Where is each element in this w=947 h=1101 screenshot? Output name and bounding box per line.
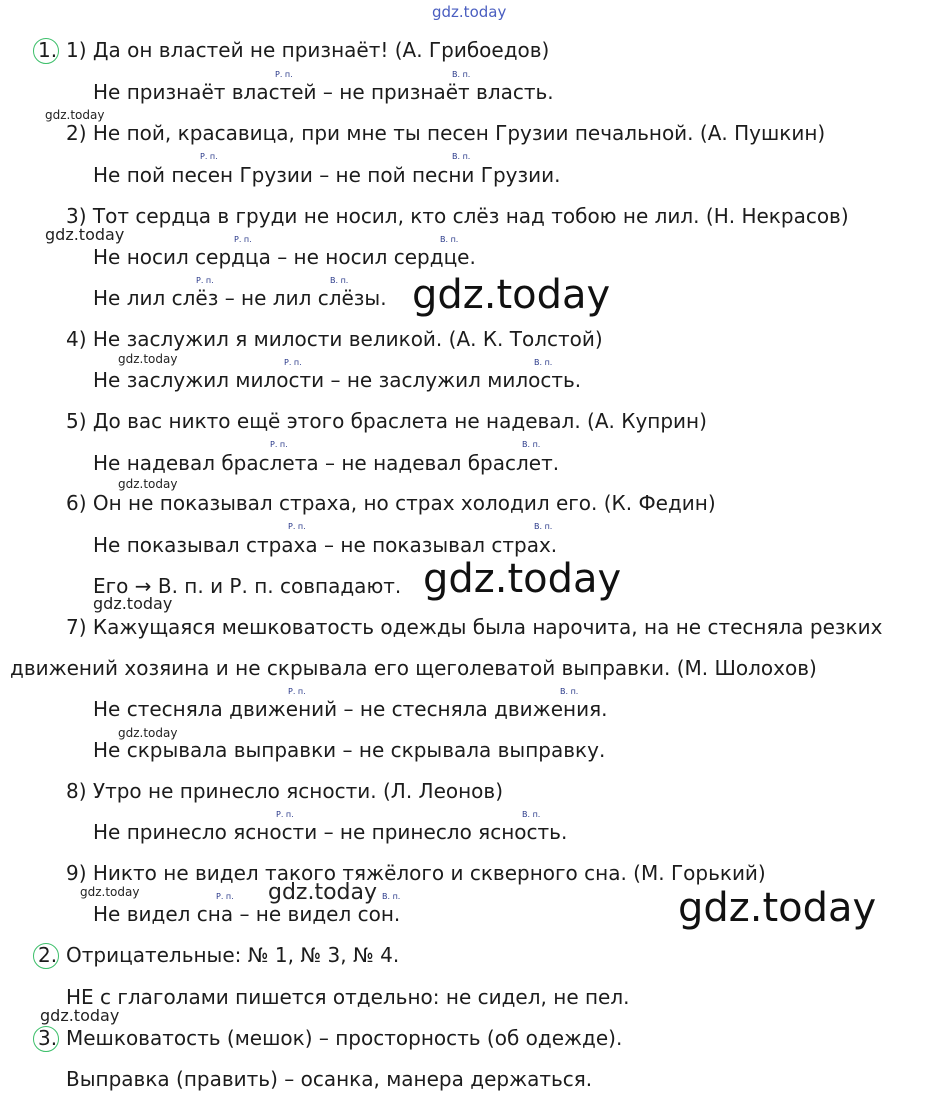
answer-2-line-2: НЕ с глаголами пишется отдельно: не сидел, не пел.: [66, 985, 630, 1009]
watermark-small: gdz.today: [80, 885, 140, 899]
case-label-accusative: В. п.: [330, 276, 349, 285]
answer-2-line-1: Отрицательные: № 1, № 3, № 4.: [66, 943, 400, 967]
item-8-source: 8) Утро не принесло ясности. (Л. Леонов): [66, 779, 504, 803]
watermark-small: gdz.today: [40, 1006, 120, 1025]
item-7-source-line-2: движений хозяина и не скрывала его щеголеватой выправки. (М. Шолохов): [10, 656, 817, 680]
case-label-genitive: Р. п.: [288, 522, 306, 531]
watermark-small: gdz.today: [118, 477, 178, 491]
case-label-genitive: Р. п.: [200, 152, 218, 161]
item-6-note: Его → В. п. и Р. п. совпадают.: [93, 574, 402, 598]
item-2-source: 2) Не пой, красавица, при мне ты песен Грузии печальной. (А. Пушкин): [66, 121, 826, 145]
answer-3-line-2: Выправка (править) – осанка, манера держаться.: [66, 1067, 593, 1091]
item-5-source: 5) До вас никто ещё этого браслета не надевал. (А. Куприн): [66, 409, 707, 433]
case-label-accusative: В. п.: [560, 687, 579, 696]
answer-3-line-1: Мешковатость (мешок) – просторность (об одежде).: [66, 1026, 623, 1050]
case-label-genitive: Р. п.: [196, 276, 214, 285]
case-label-accusative: В. п.: [522, 440, 541, 449]
case-label-accusative: В. п.: [440, 235, 459, 244]
item-4-pair: Не заслужил милости – не заслужил милость.: [93, 368, 582, 392]
item-9-source: 9) Никто не видел такого тяжёлого и скверного сна. (М. Горький): [66, 861, 766, 885]
watermark-small: gdz.today: [118, 352, 178, 366]
case-label-accusative: В. п.: [452, 70, 471, 79]
case-label-accusative: В. п.: [382, 892, 401, 901]
item-6-pair: Не показывал страха – не показывал страх.: [93, 533, 558, 557]
case-label-genitive: Р. п.: [284, 358, 302, 367]
watermark-small: gdz.today: [93, 594, 173, 613]
case-label-genitive: Р. п.: [275, 70, 293, 79]
case-label-genitive: Р. п.: [270, 440, 288, 449]
case-label-genitive: Р. п.: [288, 687, 306, 696]
top-watermark: gdz.today: [432, 3, 507, 21]
watermark-small: gdz.today: [45, 225, 125, 244]
watermark-small: gdz.today: [45, 108, 105, 122]
case-label-accusative: В. п.: [522, 810, 541, 819]
section-3-number: 3.: [38, 1026, 58, 1050]
section-1-number: 1.: [38, 38, 58, 62]
section-2-number: 2.: [38, 943, 58, 967]
item-2-pair: Не пой песен Грузии – не пой песни Грузии.: [93, 163, 561, 187]
item-8-pair: Не принесло ясности – не принесло ясность.: [93, 820, 568, 844]
watermark-large: gdz.today: [678, 885, 877, 931]
case-label-accusative: В. п.: [452, 152, 471, 161]
case-label-genitive: Р. п.: [234, 235, 252, 244]
item-6-source: 6) Он не показывал страха, но страх холодил его. (К. Федин): [66, 491, 716, 515]
item-3-pair-2: Не лил слёз – не лил слёзы.: [93, 286, 387, 310]
item-4-source: 4) Не заслужил я милости великой. (А. К. Толстой): [66, 327, 603, 351]
watermark-large: gdz.today: [423, 556, 622, 602]
item-3-source: 3) Тот сердца в груди не носил, кто слёз над тобою не лил. (Н. Некрасов): [66, 204, 849, 228]
item-5-pair: Не надевал браслета – не надевал браслет.: [93, 451, 560, 475]
watermark-small: gdz.today: [118, 726, 178, 740]
watermark-large: gdz.today: [412, 272, 611, 318]
case-label-genitive: Р. п.: [216, 892, 234, 901]
item-1-source: 1) Да он властей не признаёт! (А. Грибоедов): [66, 38, 550, 62]
case-label-accusative: В. п.: [534, 358, 553, 367]
item-7-source-line-1: 7) Кажущаяся мешковатость одежды была нарочита, на не стесняла резких: [66, 615, 883, 639]
watermark-medium: gdz.today: [268, 880, 378, 905]
case-label-accusative: В. п.: [534, 522, 553, 531]
item-9-pair: Не видел сна – не видел сон.: [93, 902, 401, 926]
item-1-pair: Не признаёт властей – не признаёт власть.: [93, 80, 554, 104]
item-7-pair-2: Не скрывала выправки – не скрывала выправку.: [93, 738, 606, 762]
item-7-pair: Не стесняла движений – не стесняла движения.: [93, 697, 608, 721]
item-3-pair: Не носил сердца – не носил сердце.: [93, 245, 476, 269]
case-label-genitive: Р. п.: [276, 810, 294, 819]
